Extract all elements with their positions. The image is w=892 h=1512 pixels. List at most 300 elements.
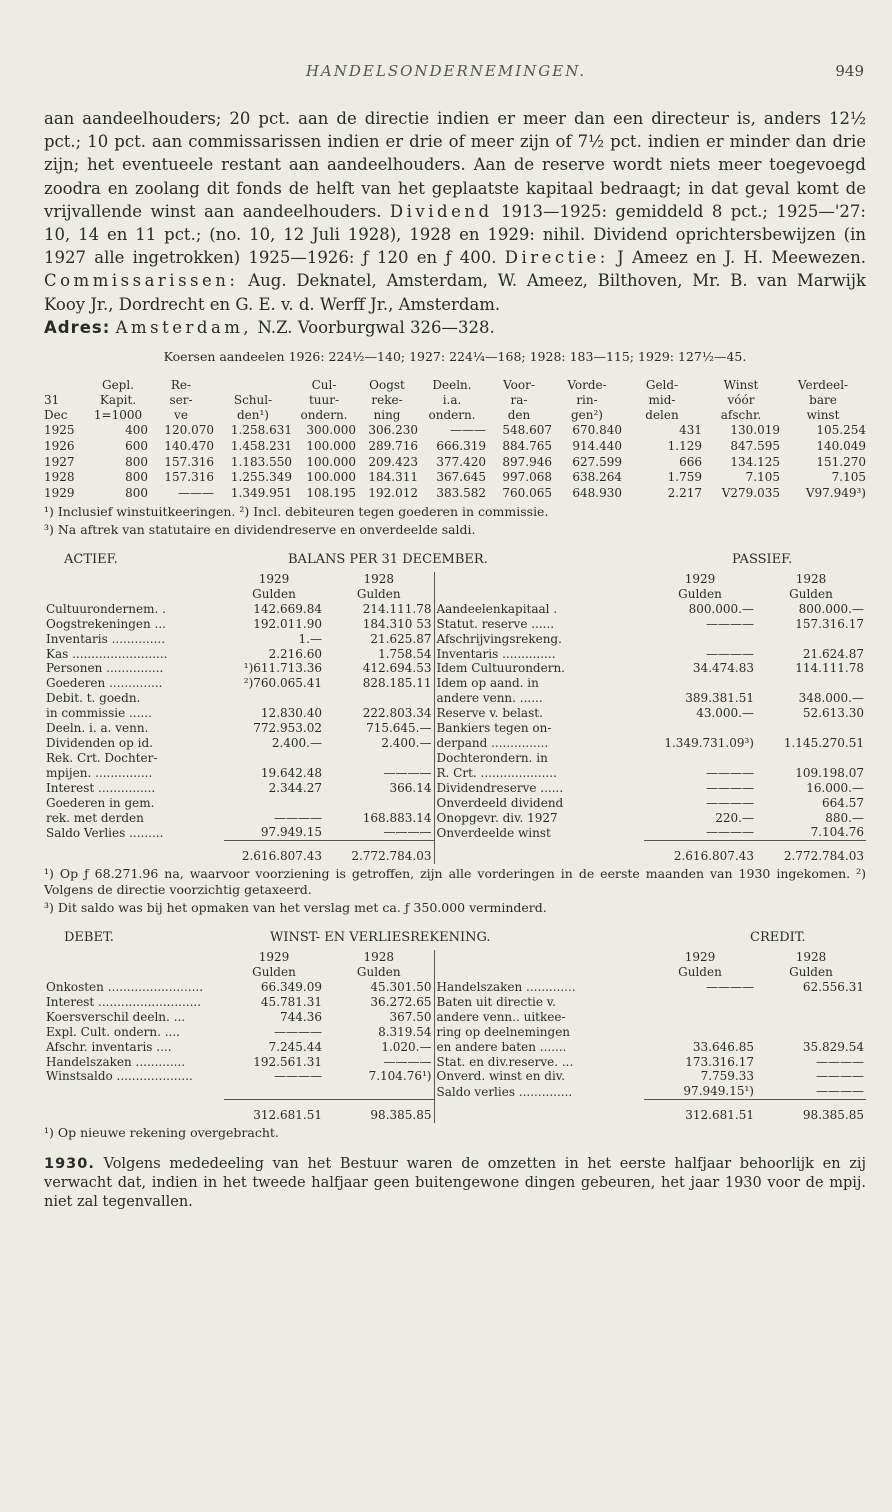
balans-cell — [756, 632, 866, 647]
balans-cell: Dividendreserve ...... — [434, 781, 644, 796]
balans-row — [44, 617, 866, 632]
dividend-cell: 1.759 — [667, 470, 702, 485]
balans-row — [44, 647, 866, 662]
dividend-cell: 847.595 — [730, 438, 780, 453]
winst-row — [44, 995, 866, 1010]
winst-cell: ———— — [706, 980, 754, 995]
dividend-cell: 400 — [125, 423, 148, 438]
winst-cell: Baten uit directie v. — [434, 995, 644, 1010]
balans-currency-cell: Gulden — [678, 586, 722, 601]
dividend-header-row — [44, 408, 866, 423]
dividend-cell: 548.607 — [502, 423, 552, 438]
dividend-header-cell: reke- — [371, 393, 403, 408]
balans-row — [44, 736, 866, 751]
dividend-cell: 1.458.231 — [230, 438, 292, 453]
balans-heading — [44, 552, 866, 572]
balans-currency-row — [44, 587, 866, 602]
balans-cell: in commissie ...... — [46, 706, 152, 721]
balans-cell: 800.000.— — [798, 601, 864, 616]
balans-row — [44, 766, 866, 781]
winst-cell: Onkosten ......................... — [46, 980, 204, 995]
dividend-cell: 666.319 — [436, 438, 486, 453]
balans-cell: ———— — [383, 765, 432, 780]
balans-currency-cell: Gulden — [356, 586, 401, 601]
winst-cell — [644, 995, 756, 1010]
balans-title: BALANS PER 31 DECEMBER. — [288, 552, 488, 568]
balans-cell: 2.400.— — [271, 735, 322, 750]
balans-cell: 142.669.84 — [253, 601, 322, 616]
balans-currency-cell — [434, 587, 644, 602]
dividend-cell: 377.420 — [436, 454, 486, 469]
dividend-cell: 184.311 — [368, 470, 418, 485]
winst-year-cell — [434, 950, 644, 965]
balans-cell: 52.613.30 — [802, 706, 864, 721]
dividend-row — [44, 486, 866, 502]
balans-cell: 19.642.48 — [260, 765, 322, 780]
final-year: 1930. — [44, 1156, 95, 1173]
balans-cell — [324, 691, 434, 706]
winst-cell — [644, 1010, 756, 1025]
balans-cell: Cultuurondernem. . — [46, 601, 166, 616]
dividend-header-cell: mid- — [648, 393, 676, 408]
balans-cell: Onverdeeld dividend — [434, 796, 644, 811]
balans-currency-cell — [44, 587, 224, 602]
dividend-cell: V97.949³) — [805, 486, 866, 501]
dividend-header-cell: Gepl. — [101, 378, 135, 393]
winst-currency-row — [44, 965, 866, 980]
dividend-header-cell: Re- — [170, 378, 192, 393]
winst-cell: ———— — [816, 1069, 864, 1084]
running-header — [0, 62, 892, 86]
balans-cell: 157.316.17 — [795, 616, 864, 631]
balans-cell: derpand ............... — [434, 736, 644, 751]
winst-cell: Handelszaken ............. — [434, 980, 644, 995]
winst-currency-cell: Gulden — [252, 965, 296, 980]
balans-cell: Statut. reserve ...... — [434, 617, 644, 632]
winst-cell: 7.759.33 — [700, 1069, 754, 1084]
winst-total-cell: 98.385.85 — [756, 1100, 866, 1123]
dividend-cell: 1926 — [44, 438, 75, 453]
dividend-label: Dividend — [389, 201, 493, 221]
dividend-cell: 1.349.951 — [230, 486, 292, 501]
balans-cell — [324, 751, 434, 766]
winst-cell: Handelszaken ............. — [46, 1054, 186, 1069]
dividend-header-cell: ve — [174, 408, 188, 423]
winst-cell: 173.316.17 — [685, 1054, 754, 1069]
balans-cell: andere venn. ...... — [434, 691, 644, 706]
winst-row — [44, 980, 866, 995]
directie-label: Directie: — [504, 248, 609, 268]
balans-cell: ———— — [706, 780, 754, 795]
balans-left-title: ACTIEF. — [64, 552, 118, 568]
winst-cell: 1.020.— — [381, 1039, 432, 1054]
dividend-cell: 884.765 — [502, 438, 552, 453]
dividend-cell: 431 — [679, 423, 702, 438]
winst-row — [44, 1040, 866, 1055]
adres-label: Adres: — [44, 317, 111, 337]
winst-cell: andere venn.. uitkee- — [434, 1010, 644, 1025]
balans-cell: Dividenden op id. — [46, 735, 153, 750]
dividend-cell: 209.423 — [368, 454, 418, 469]
balans-cell — [756, 751, 866, 766]
dividend-header-cell: Vorde- — [567, 378, 607, 393]
balans-cell: 348.000.— — [798, 691, 864, 706]
winst-cell: 33.646.85 — [692, 1039, 754, 1054]
dividend-cell: 157.316 — [164, 454, 214, 469]
winst-cell: Interest ........................... — [46, 994, 202, 1009]
balans-cell: Dochterondern. in — [434, 751, 644, 766]
balans-cell: mpijen. ............... — [46, 765, 153, 780]
balans-row — [44, 602, 866, 617]
dividend-header-cell: Kapit. — [99, 393, 137, 408]
balans-cell: 2.216.60 — [268, 646, 322, 661]
dividend-cell: 1925 — [44, 423, 75, 438]
balans-year-cell: 1928 — [795, 572, 827, 587]
dividend-header-cell: i.a. — [442, 393, 462, 408]
winst-cell: Afschr. inventaris .... — [46, 1039, 172, 1054]
balans-total-cell — [434, 841, 644, 864]
balans-row — [44, 676, 866, 691]
balans-cell: 109.198.07 — [795, 765, 864, 780]
balans-footnote-1: ¹) Op ƒ 68.271.96 na, waarvoor voorziening is getroffen, zijn alle vorderingen in de eerste maanden van 1930 ingekomen. ²) Volgens de directie voorzichtig getaxeerd. — [44, 866, 866, 898]
dividend-header-cell — [44, 378, 88, 393]
winst-cell: Expl. Cult. ondern. .... — [46, 1024, 180, 1039]
balans-totals-row — [44, 841, 866, 864]
balans-year-cell — [434, 572, 644, 587]
winst-cell: 7.104.76¹) — [368, 1069, 432, 1084]
header-title: HANDELSONDERNEMINGEN. — [305, 62, 587, 80]
winst-footnote: ¹) Op nieuwe rekening overgebracht. — [44, 1125, 279, 1141]
dividend-cell: 306.230 — [368, 423, 418, 438]
winst-cell: 35.829.54 — [802, 1039, 864, 1054]
winst-currency-cell: Gulden — [356, 965, 401, 980]
balans-cell: Inventaris .............. — [46, 631, 166, 646]
winst-total-cell — [434, 1100, 644, 1123]
balans-cell: Saldo Verlies ......... — [46, 825, 164, 840]
dividend-cell: 7.105 — [831, 470, 866, 485]
winst-row — [44, 1055, 866, 1070]
balans-cell: rek. met derden — [46, 810, 144, 825]
dividend-cell: 666 — [679, 454, 702, 469]
winst-left-title: DEBET. — [64, 930, 114, 946]
final-paragraph — [44, 1155, 866, 1212]
winst-cell: Stat. en div.reserve. ... — [434, 1055, 644, 1070]
commissarissen-text: Aug. Deknatel, Amsterdam, W. Ameez, Bilthoven, Mr. B. van Marwijk Kooy Jr., Dordrecht en G. E. v. d. Werff Jr., Amsterdam. — [44, 271, 866, 314]
balans-currency-cell: Gulden — [252, 586, 296, 601]
balans-cell: 21.624.87 — [802, 646, 864, 661]
winst-cell: 8.319.54 — [378, 1024, 432, 1039]
dividend-cell: 383.582 — [436, 486, 486, 501]
balans-cell — [224, 751, 324, 766]
balans-cell: 220.— — [715, 810, 754, 825]
balans-cell: 21.625.87 — [370, 631, 432, 646]
dividend-cell: 140.049 — [816, 438, 866, 453]
dividend-cell: 2.217 — [667, 486, 702, 501]
balans-cell — [644, 721, 756, 736]
balans-row — [44, 825, 866, 840]
balans-cell: 1.— — [298, 631, 322, 646]
balans-cell: 1.349.731.09³) — [664, 735, 754, 750]
dividend-table — [44, 378, 866, 502]
dividend-cell: 800 — [125, 454, 148, 469]
balans-cell: R. Crt. .................... — [434, 766, 644, 781]
balans-cell — [224, 796, 324, 811]
dividend-header-cell — [214, 378, 292, 393]
dividend-header-cell: rin- — [576, 393, 598, 408]
dividend-header-cell: 1=1000 — [93, 408, 143, 423]
dividend-cell: 914.440 — [572, 438, 622, 453]
winst-year-cell: 1929 — [258, 950, 290, 965]
balans-year-cell: 1929 — [684, 572, 716, 587]
dividend-cell: 600 — [125, 438, 148, 453]
balans-cell: 222.803.34 — [362, 706, 432, 721]
balans-cell: 772.953.02 — [253, 721, 322, 736]
balans-row — [44, 632, 866, 647]
balans-footnote-2: ³) Dit saldo was bij het opmaken van het verslag met ca. ƒ 350.000 verminderd. — [44, 900, 547, 916]
dividend-cell: 192.012 — [368, 486, 418, 501]
balans-right-title: PASSIEF. — [732, 552, 793, 568]
winst-cell: 45.301.50 — [370, 980, 432, 995]
balans-currency-cell: Gulden — [789, 586, 833, 601]
balans-cell: Inventaris .............. — [434, 647, 644, 662]
dividend-header-cell: bare — [809, 393, 837, 408]
winst-year-cell: 1928 — [363, 950, 395, 965]
winst-cell: 367.50 — [389, 1009, 432, 1024]
winst-cell — [756, 1010, 866, 1025]
dividend-header-cell: Geld- — [645, 378, 679, 393]
winst-cell: Winstsaldo .................... — [46, 1069, 193, 1084]
dividend-cell: V279.035 — [721, 486, 780, 501]
balans-cell: 800.000.— — [688, 601, 754, 616]
winst-currency-cell: Gulden — [678, 965, 722, 980]
winst-total-cell: 312.681.51 — [644, 1100, 756, 1123]
balans-cell: Rek. Crt. Dochter- — [46, 750, 158, 765]
balans-cell: 2.400.— — [381, 735, 432, 750]
balans-cell: ———— — [383, 825, 432, 840]
dividend-row — [44, 423, 866, 439]
balans-cell: Bankiers tegen on- — [434, 721, 644, 736]
winst-cell: Onverd. winst en div. — [434, 1069, 644, 1084]
balans-total-cell: 2.616.807.43 — [224, 841, 324, 864]
winst-title: WINST- EN VERLIESREKENING. — [270, 930, 491, 946]
balans-cell: 366.14 — [389, 780, 432, 795]
dividend-header-cell: gen²) — [570, 408, 603, 423]
dividend-cell: 100.000 — [306, 454, 356, 469]
balans-cell — [224, 691, 324, 706]
dividend-header-cell: Oogst — [369, 378, 405, 393]
dividend-cell: ——— — [450, 423, 486, 438]
winst-cell — [324, 1084, 434, 1099]
balans-cell: Goederen .............. — [46, 676, 163, 691]
winst-cell: 7.245.44 — [268, 1039, 322, 1054]
winst-row — [44, 1025, 866, 1040]
balans-total-cell: 2.616.807.43 — [644, 841, 756, 864]
balans-cell: Oogstrekeningen ... — [46, 616, 166, 631]
balans-cell: ———— — [706, 765, 754, 780]
dividend-header-cell: ra- — [510, 393, 528, 408]
dividend-header-row — [44, 378, 866, 393]
dividend-header-cell: delen — [645, 408, 679, 423]
dividend-header-cell: den — [507, 408, 531, 423]
dividend-cell: 670.840 — [572, 423, 622, 438]
balans-cell: 664.57 — [822, 795, 864, 810]
winst-cell: ———— — [274, 1069, 322, 1084]
winst-right-title: CREDIT. — [750, 930, 806, 946]
balans-cell: ¹)611.713.36 — [243, 661, 322, 676]
balans-cell: Onverdeelde winst — [434, 825, 644, 840]
dividend-cell: 1927 — [44, 454, 75, 469]
page-body — [44, 107, 866, 1212]
winst-cell: 744.36 — [280, 1009, 322, 1024]
dividend-cell: 157.316 — [164, 470, 214, 485]
dividend-header-cell: ser- — [169, 393, 193, 408]
dividend-cell: 367.645 — [436, 470, 486, 485]
company-paragraph — [44, 107, 866, 339]
dividend-header-cell: ondern. — [428, 408, 476, 423]
balans-cell: 214.111.78 — [362, 601, 432, 616]
balans-table — [44, 572, 866, 864]
balans-cell: 1.145.270.51 — [783, 735, 864, 750]
balans-cell: 34.474.83 — [692, 661, 754, 676]
dividend-header-cell: tuur- — [308, 393, 340, 408]
dividend-header-cell: winst — [806, 408, 840, 423]
balans-row — [44, 691, 866, 706]
dividend-cell: 1929 — [44, 486, 75, 501]
balans-cell: Afschrijvingsrekeng. — [434, 632, 644, 647]
balans-cell: 389.381.51 — [685, 691, 754, 706]
dividend-header-cell: Voor- — [503, 378, 535, 393]
winst-cell: 66.349.09 — [260, 980, 322, 995]
dividend-header-cell: Verdeel- — [797, 378, 849, 393]
balans-cell — [756, 676, 866, 691]
winst-totals-row — [44, 1100, 866, 1123]
balans-cell: 168.883.14 — [362, 810, 432, 825]
dividend-header-cell: vóór — [727, 393, 755, 408]
dividend-cell: 7.105 — [745, 470, 780, 485]
dividend-cell: 140.470 — [164, 438, 214, 453]
balans-row — [44, 721, 866, 736]
winst-table — [44, 950, 866, 1123]
dividend-cell: 105.254 — [816, 423, 866, 438]
balans-cell — [756, 721, 866, 736]
balans-cell: 184.310 53 — [362, 616, 432, 631]
winst-cell: ———— — [274, 1024, 322, 1039]
winst-currency-cell: Gulden — [789, 965, 833, 980]
winst-year-cell: 1929 — [684, 950, 716, 965]
balans-cell: 412.694.53 — [362, 661, 432, 676]
winst-cell — [644, 1025, 756, 1040]
winst-cell: 45.781.31 — [260, 994, 322, 1009]
winst-cell: 36.272.65 — [370, 994, 432, 1009]
dividend-cell: 134.125 — [730, 454, 780, 469]
balans-cell: 880.— — [825, 810, 864, 825]
winst-cell: 192.561.31 — [253, 1054, 322, 1069]
dividend-cell: 1.183.550 — [230, 454, 292, 469]
balans-cell: 715.645.— — [366, 721, 432, 736]
directie-text: J Ameez en J. H. Meewezen. — [617, 248, 866, 268]
balans-cell — [644, 676, 756, 691]
dividend-cell: 800 — [125, 486, 148, 501]
balans-cell: ²)760.065.41 — [243, 676, 322, 691]
winst-cell: ring op deelnemingen — [434, 1025, 644, 1040]
koersen-line: Koersen aandeelen 1926: 224½—140; 1927: 224¼—168; 1928: 183—115; 1929: 127½—45. — [163, 349, 747, 365]
dividend-header-cell: Winst — [723, 378, 759, 393]
dividend-cell: 130.019 — [730, 423, 780, 438]
dividend-footnote-2: ³) Na aftrek van statutaire en dividendreserve en onverdeelde saldi. — [44, 522, 476, 538]
balans-cell: 192.011.90 — [253, 616, 322, 631]
balans-cell: ———— — [706, 825, 754, 840]
dividend-row — [44, 470, 866, 486]
balans-cell: 7.104.76 — [810, 825, 864, 840]
winst-currency-cell — [44, 965, 224, 980]
dividend-cell: 108.195 — [306, 486, 356, 501]
dividend-cell: 800 — [125, 470, 148, 485]
dividend-cell: 100.000 — [306, 438, 356, 453]
dividend-table-body — [44, 423, 866, 502]
dividend-cell: 100.000 — [306, 470, 356, 485]
winst-total-cell: 312.681.51 — [224, 1100, 324, 1123]
dividend-footnote-1: ¹) Inclusief winstuitkeeringen. ²) Incl. debiteuren tegen goederen in commissie. — [44, 504, 549, 520]
dividend-header-cell: 31 — [44, 393, 60, 408]
balans-cell: ———— — [274, 810, 322, 825]
balans-year-cell — [44, 572, 224, 587]
winst-cell: en andere baten ....... — [434, 1040, 644, 1055]
balans-cell: Onopgevr. div. 1927 — [434, 811, 644, 826]
winst-cell — [44, 1084, 224, 1099]
final-text: Volgens mededeeling van het Bestuur waren de omzetten in het eerste halfjaar behoorlijk en zij verwacht dat, indien in het tweede halfjaar geen buitengewone dingen gebeuren, het jaar 1930 voor de mpij. niet zal tegenvallen. — [44, 1156, 866, 1211]
winst-heading — [44, 930, 866, 950]
balans-cell: Aandeelenkapitaal . — [434, 602, 644, 617]
balans-cell: 16.000.— — [806, 780, 864, 795]
balans-cell: 1.758.54 — [378, 646, 432, 661]
winst-year-cell — [44, 950, 224, 965]
balans-year-row — [44, 572, 866, 587]
page-number: 949 — [835, 62, 864, 80]
balans-cell — [644, 632, 756, 647]
balans-cell: 43.000.— — [696, 706, 754, 721]
dividend-cell: 897.946 — [502, 454, 552, 469]
dividend-header-cell: Dec — [44, 408, 68, 423]
winst-cell: Koersverschil deeln. ... — [46, 1009, 186, 1024]
winst-row — [44, 1084, 866, 1099]
balans-total-cell: 2.772.784.03 — [756, 841, 866, 864]
winst-cell: ———— — [816, 1084, 864, 1099]
winst-cell: 62.556.31 — [802, 980, 864, 995]
winst-row — [44, 1069, 866, 1084]
balans-cell: 97.949.15 — [260, 825, 322, 840]
adres-street: N.Z. Voorburgwal 326—328. — [257, 317, 495, 337]
balans-year-cell: 1929 — [258, 572, 290, 587]
winst-cell — [224, 1084, 324, 1099]
balans-cell — [644, 751, 756, 766]
dividend-table-header — [44, 378, 866, 423]
balans-cell: ———— — [706, 616, 754, 631]
dividend-header-cell: den¹) — [236, 408, 269, 423]
dividend-cell: 1.258.631 — [230, 423, 292, 438]
balans-year-cell: 1928 — [363, 572, 395, 587]
dividend-cell: ——— — [178, 486, 214, 501]
winst-cell: Saldo verlies .............. — [434, 1084, 644, 1099]
dividend-header-cell: ning — [373, 408, 401, 423]
balans-cell: 2.344.27 — [268, 780, 322, 795]
balans-row — [44, 661, 866, 676]
winst-total-cell — [44, 1100, 224, 1123]
balans-row — [44, 751, 866, 766]
adres-city: Amsterdam, — [115, 317, 253, 337]
balans-row — [44, 781, 866, 796]
balans-cell: Idem op aand. in — [434, 676, 644, 691]
balans-cell: Debit. t. goedn. — [46, 691, 141, 706]
